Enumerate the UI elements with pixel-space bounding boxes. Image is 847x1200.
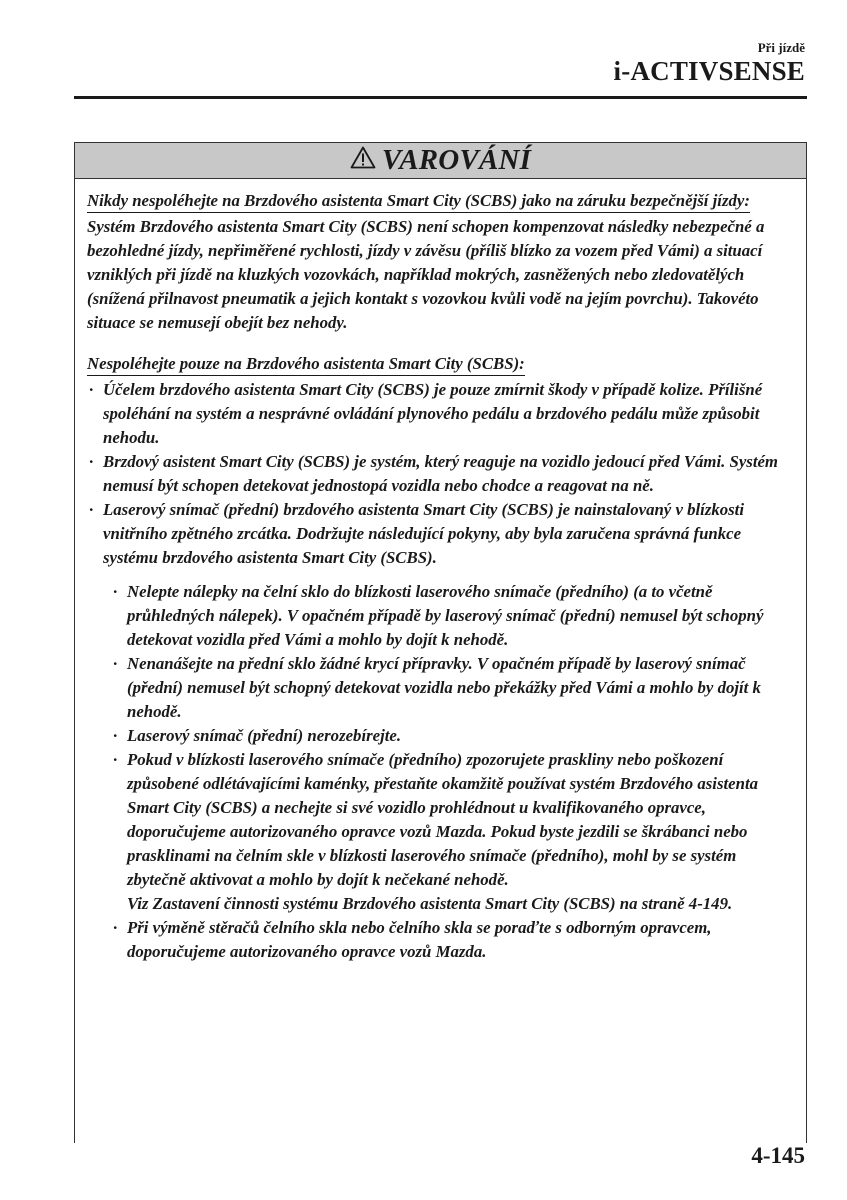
warning-body: [75, 179, 806, 964]
chapter-title: i-ACTIVSENSE: [613, 56, 805, 86]
list-item-text: · Pokud v blízkosti laserového snímače (předního) zpozorujete praskliny nebo poškození způsobené odlétávajícími kaménky, přestaňte okamžitě používat systém Brzdového asistenta Smart City (SCBS) a nechejte si své vozidlo prohlédnout u kvalifikovaného opravce, doporučujeme autorizovaného opravce vozů Mazda. Pokud byste jezdili se škrábanci nebo prasklinami na čelním skle v blízkosti laserového snímače (předního), mohl by se systém zbytečně aktivovat a mohlo by dojít k nečekané nehodě.: [127, 750, 758, 889]
list-item: · Brzdový asistent Smart City (SCBS) je systém, který reaguje na vozidlo jedoucí před Vámi. Systém nemusí být schopen detekovat jednostopá vozidla nebo chodce a reagovat na ně.: [87, 450, 787, 498]
warning-triangle-icon: [350, 148, 382, 174]
warning-sublist: [111, 580, 787, 964]
list-item: · Laserový snímač (přední) brzdového asistenta Smart City (SCBS) je nainstalovaný v blízkosti vnitřního zpětného zrcátka. Dodržujte následující pokyny, aby byla zaručena správná funkce systému brzdového asistenta Smart City (SCBS).: [87, 498, 787, 570]
cross-reference: Viz Zastavení činnosti systému Brzdového asistenta Smart City (SCBS) na straně 4-149.: [127, 894, 733, 913]
list-item: · Při výměně stěračů čelního skla nebo čelního skla se poraďte s odborným opravcem, doporučujeme autorizovaného opravce vozů Mazda.: [111, 916, 787, 964]
list-item: · Nenanášejte na přední sklo žádné krycí přípravky. V opačném případě by laserový snímač (přední) nemusel být schopný detekovat vozidla nebo překážky před Vámi a mohlo by dojít k nehodě.: [111, 652, 787, 724]
section-title: Při jízdě: [757, 40, 805, 55]
warning-box: [74, 142, 807, 1143]
list-item: [111, 748, 787, 916]
warning-subheading-sole-reliance: Nespoléhejte pouze na Brzdového asistenta Smart City (SCBS):: [87, 353, 525, 376]
warning-list: [87, 378, 787, 570]
list-item: · Nelepte nálepky na čelní sklo do blízkosti laserového snímače (předního) (a to včetně průhledných nálepek). V opačném případě by laserový snímač (přední) nemusel být schopný detekovat vozidla před Vámi a mohlo by dojít k nehodě.: [111, 580, 787, 652]
warning-header: [75, 143, 806, 179]
warning-paragraph: Systém Brzdového asistenta Smart City (SCBS) není schopen kompenzovat následky nebezpečné a bezohledné jízdy, nepřiměřené rychlosti, jízdy v závěsu (příliš blízko za vozem před Vámi) a situací vzniklých při jízdě na kluzkých vozovkách, například mokrých, zasněžených nebo zledovatělých (snížená přilnavost pneumatik a jejich kontakt s vozovkou kvůli vodě na jejím povrchu). Takovéto situace se nemusejí obejít bez nehody.: [87, 217, 765, 332]
list-item: · Laserový snímač (přední) nerozebírejte.: [111, 724, 787, 748]
warning-subheading-reliance: Nikdy nespoléhejte na Brzdového asistenta Smart City (SCBS) jako na záruku bezpečnější jízdy:: [87, 190, 750, 213]
warning-title: VAROVÁNÍ: [381, 144, 532, 176]
page-number: 4-145: [751, 1143, 805, 1168]
header-divider: [74, 96, 807, 99]
list-item: · Účelem brzdového asistenta Smart City (SCBS) je pouze zmírnit škody v případě kolize. Přílišné spoléhání na systém a nesprávné ovládání plynového pedálu a brzdového pedálu může způsobit nehodu.: [87, 378, 787, 450]
